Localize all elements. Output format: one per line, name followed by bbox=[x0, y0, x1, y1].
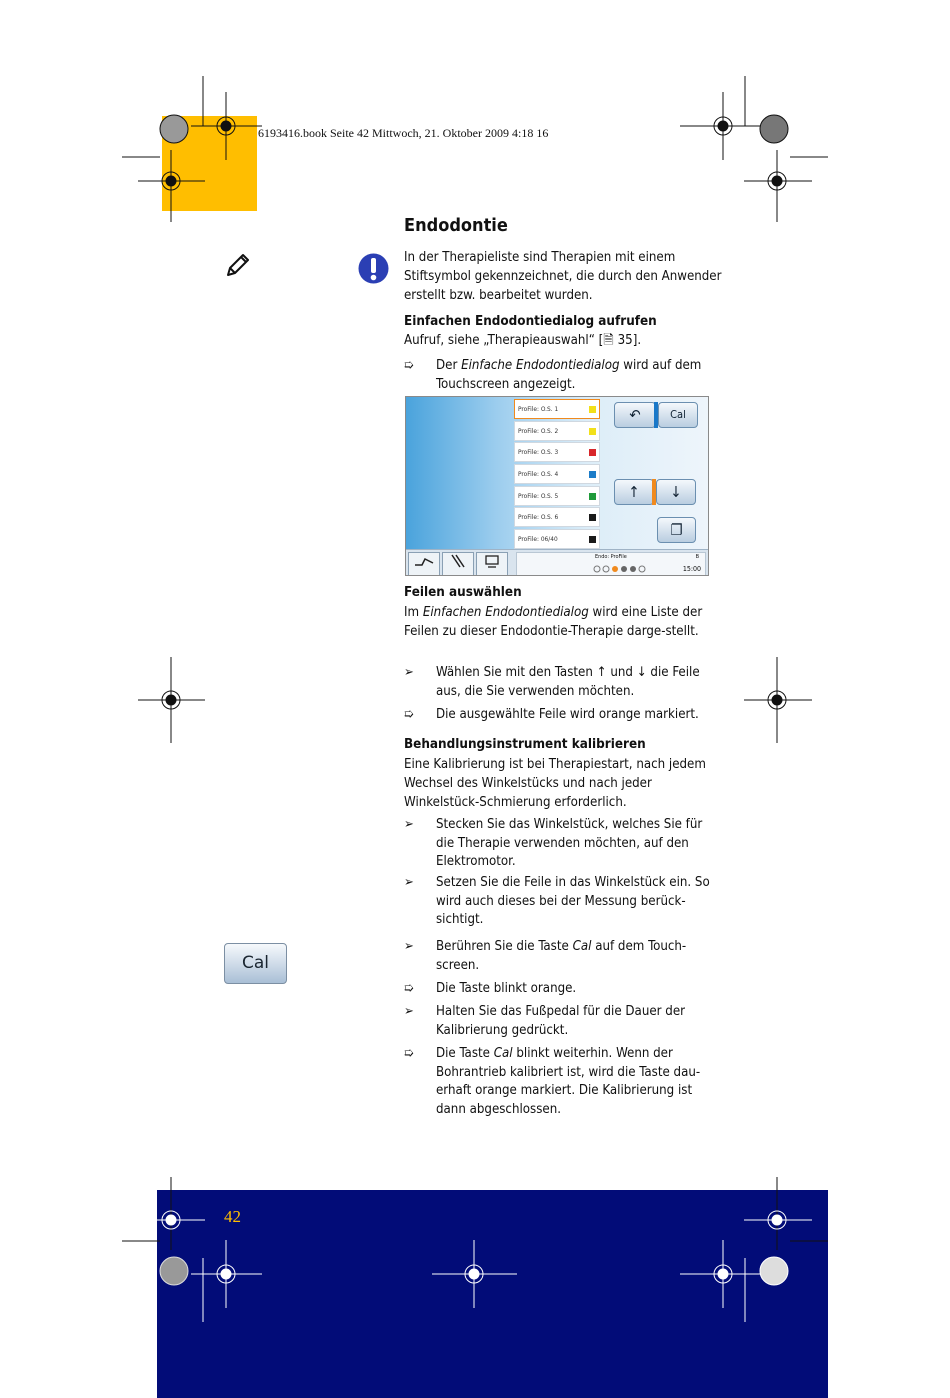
endo-label: Endo: ProFile bbox=[595, 554, 627, 560]
step-item: ➢ Berühren Sie die Taste Cal auf dem Touch-screen. bbox=[404, 939, 687, 973]
step-item: ➢ Halten Sie das Fußpedal für die Dauer der Kalibrierung gedrückt. bbox=[404, 1004, 686, 1038]
step-marker: ➢ bbox=[404, 939, 414, 954]
print-job-line: 6193416.book Seite 42 Mittwoch, 21. Oktober 2009 4:18 16 bbox=[258, 126, 549, 140]
file-item: ProFile: O.S. 1 bbox=[514, 399, 600, 419]
step-item: ➢ Stecken Sie das Winkelstück, welches Sie für die Therapie verwenden möchten, auf den Elektromotor. bbox=[404, 817, 703, 869]
result-item: ➯ Der Einfache Endodontiedialog wird auf dem Touchscreen angezeigt. bbox=[404, 358, 702, 392]
step-marker: ➢ bbox=[404, 817, 414, 832]
progress-dots bbox=[593, 564, 657, 574]
select-file-text: Im Einfachen Endodontiedialog wird eine Liste der Feilen zu dieser Endodontie-Therapie darge-stellt. bbox=[404, 605, 703, 639]
file-item: ProFile: O.S. 4 bbox=[514, 464, 600, 484]
step-marker: ➢ bbox=[404, 875, 414, 890]
subheading-calibrate: Behandlungsinstrument kalibrieren bbox=[404, 737, 646, 752]
result-marker: ➯ bbox=[404, 707, 414, 722]
result-marker: ➯ bbox=[404, 358, 414, 373]
pencil-icon bbox=[224, 251, 252, 279]
file-item: ProFile: O.S. 2 bbox=[514, 421, 600, 441]
step-marker: ➢ bbox=[404, 1004, 414, 1019]
result-item: ➯ Die Taste Cal blinkt weiterhin. Wenn der Bohrantrieb kalibriert ist, wird die Taste dau-erhaft orange markiert. Die Kalibrierung ist dann abgeschlossen. bbox=[404, 1046, 701, 1117]
result-item: ➯ Die ausgewählte Feile wird orange markiert. bbox=[404, 706, 724, 725]
cal-button: Cal bbox=[658, 402, 698, 428]
file-item: ProFile: 06/40 bbox=[514, 529, 600, 549]
channel-label: B bbox=[695, 554, 699, 560]
monitor-icon bbox=[476, 552, 508, 576]
status-bar bbox=[406, 549, 708, 576]
result-marker: ➯ bbox=[404, 1046, 414, 1061]
note-text: In der Therapieliste sind Therapien mit einem Stiftsymbol gekennzeichnet, die durch den Anwender erstellt bzw. bearbeitet wurden. bbox=[404, 250, 722, 303]
page-number: 42 bbox=[224, 1207, 241, 1226]
file-item: ProFile: O.S. 5 bbox=[514, 486, 600, 506]
up-arrow-icon: ↑ bbox=[596, 665, 607, 680]
file-item: ProFile: O.S. 6 bbox=[514, 507, 600, 527]
time-label: 15:00 bbox=[682, 565, 701, 573]
touchscreen-simple-endo-dialog bbox=[405, 396, 709, 576]
exclamation-icon bbox=[357, 252, 390, 285]
step-marker: ➢ bbox=[404, 665, 414, 680]
step-item: ➢ Wählen Sie mit den Tasten ↑ und ↓ die Feile aus, die Sie verwenden möchten. bbox=[404, 665, 700, 699]
up-arrow-icon: ↑ bbox=[614, 479, 654, 505]
instrument-icon bbox=[442, 552, 474, 576]
open-dialog-text: Aufruf, siehe „Therapieauswahl“ [🗎 35]. bbox=[404, 333, 642, 348]
cal-button-icon: Cal bbox=[224, 943, 287, 984]
subheading-select-file: Feilen auswählen bbox=[404, 585, 522, 600]
result-item: ➯ Die Taste blinkt orange. bbox=[404, 980, 724, 999]
window-icon: ❐ bbox=[657, 517, 696, 543]
endo-info-panel bbox=[516, 552, 706, 576]
step-item: ➢ Setzen Sie die Feile in das Winkelstück ein. So wird auch dieses bei der Messung berück-sichtigt. bbox=[404, 875, 710, 927]
calibrate-text: Eine Kalibrierung ist bei Therapiestart, nach jedem Wechsel des Winkelstücks und nach jeder Winkelstück-Schmierung erforderlich. bbox=[404, 757, 706, 810]
file-list bbox=[514, 399, 600, 551]
chair-icon bbox=[408, 552, 440, 576]
down-arrow-icon: ↓ bbox=[656, 479, 696, 505]
down-arrow-icon: ↓ bbox=[636, 665, 647, 680]
file-item: ProFile: O.S. 3 bbox=[514, 442, 600, 462]
undo-icon: ↶ bbox=[614, 402, 656, 428]
result-marker: ➯ bbox=[404, 981, 414, 996]
section-title: Endodontie bbox=[404, 215, 508, 236]
subheading-open-dialog: Einfachen Endodontiedialog aufrufen bbox=[404, 314, 657, 329]
